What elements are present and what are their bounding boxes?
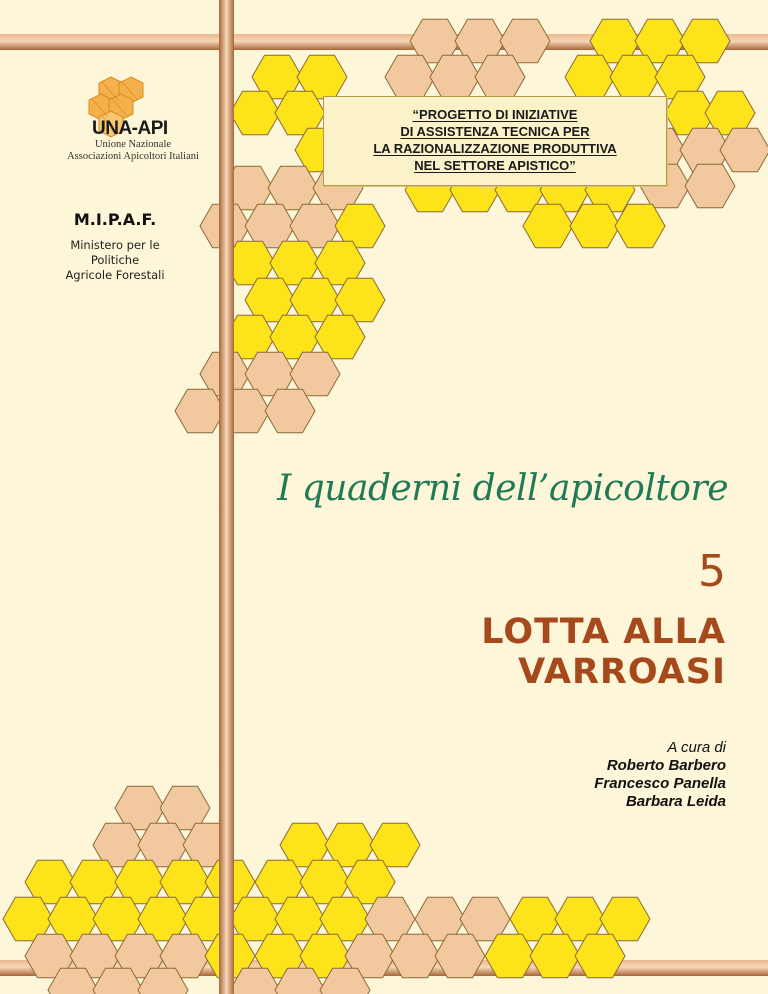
ministry-line3: Agricole Forestali	[65, 268, 165, 282]
author-1: Roberto Barbero	[606, 757, 726, 774]
project-line3-wrap	[324, 140, 666, 157]
project-line3: LA RAZIONALIZZAZIONE PRODUTTIVA	[373, 141, 617, 156]
project-line1-wrap	[324, 106, 666, 123]
una-api-subtitle-line1: Unione Nazionale	[94, 139, 172, 150]
ministry-acronym: M.I.P.A.F.	[73, 210, 157, 229]
series-title: I quaderni dell’apicoltore	[277, 468, 728, 509]
una-api-brand: UNA-API	[92, 118, 168, 139]
project-line1: “PROGETTO DI INIZIATIVE	[412, 107, 578, 122]
volume-number: 5	[698, 546, 726, 597]
pipe-vertical	[219, 0, 234, 994]
credits	[594, 739, 726, 811]
author-3: Barbara Leida	[625, 793, 726, 810]
main-title	[481, 612, 726, 692]
ministry-line2: Politiche	[90, 253, 140, 267]
main-title-line1: LOTTA ALLA	[481, 612, 726, 652]
project-line2-wrap	[324, 123, 666, 140]
una-api-subtitle-line2: Associazioni Apicoltori Italiani	[67, 151, 199, 162]
ministry-line1: Ministero per le	[70, 238, 160, 252]
project-line4: NEL SETTORE APISTICO”	[414, 158, 576, 173]
author-2: Francesco Panella	[594, 775, 726, 792]
ministry-name	[40, 238, 190, 283]
honeycomb-cell	[268, 166, 318, 209]
credits-label: A cura di	[667, 739, 726, 756]
project-line4-wrap	[324, 157, 666, 174]
project-box	[323, 96, 667, 186]
main-title-line2: VARROASI	[518, 652, 726, 692]
project-line2: DI ASSISTENZA TECNICA PER	[400, 124, 590, 139]
